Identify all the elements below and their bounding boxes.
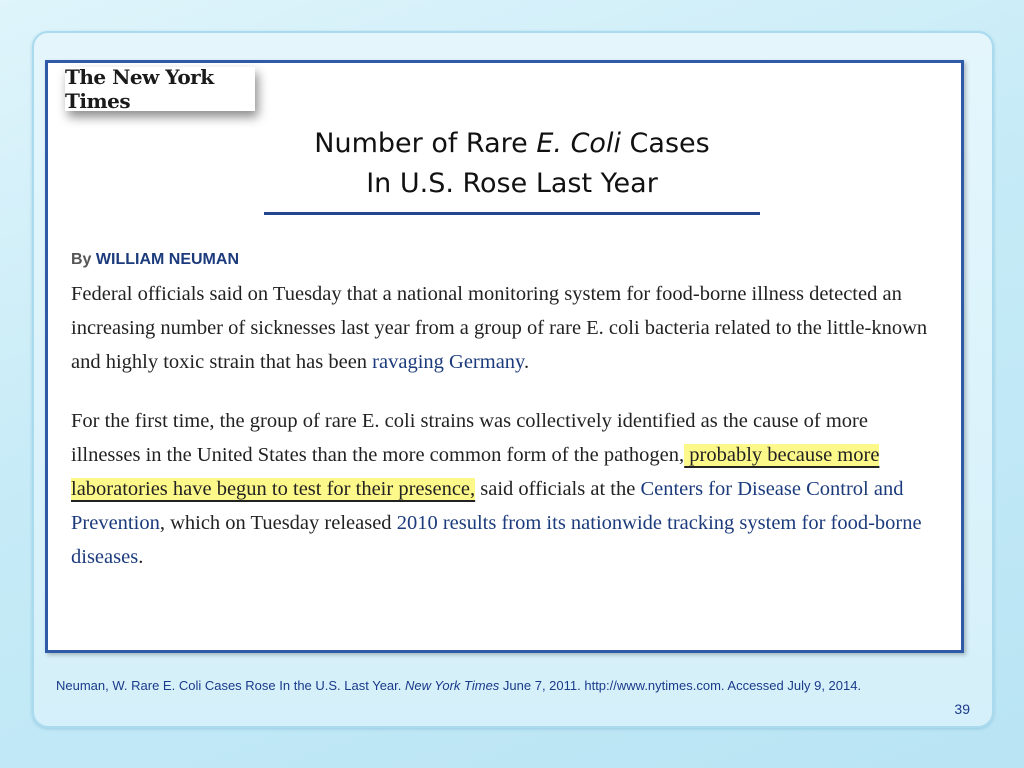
para1-text: Federal officials said on Tuesday that a national monitoring system for food-borne illness detected an increasing number of sicknesses last year from a group of rare E. coli bacteria related to the little-known and highly toxic strain that has been: [71, 283, 928, 373]
slide-page-number: 39: [954, 701, 970, 717]
para2-end: .: [138, 546, 144, 568]
byline: [71, 251, 239, 269]
article-headline: [265, 124, 759, 204]
cdc-link[interactable]: Centers for Disease Control and Prevention: [71, 478, 904, 534]
headline-line1-after: Cases: [620, 128, 710, 159]
headline-line1-before: Number of Rare: [314, 128, 537, 159]
article-paragraph-1: [71, 277, 931, 379]
headline-italic-term: E. Coli: [536, 128, 621, 159]
para2-text1: For the first time, the group of rare E. coli strains was collectively identified as the cause of more illnesses in the United States than the more common form of the pathogen,: [71, 410, 868, 466]
nyt-logo-text: The New York Times: [65, 65, 214, 113]
results-link[interactable]: 2010 results from its nationwide tracking system for food-borne diseases: [71, 512, 922, 568]
nyt-logo: [65, 67, 255, 111]
highlighted-phrase: probably because more laboratories have begun to test for their presence,: [71, 444, 880, 500]
para2-text3: , which on Tuesday released: [159, 512, 397, 534]
byline-prefix: By: [71, 251, 96, 268]
para1-end: .: [523, 351, 530, 373]
citation-after: June 7, 2011. http://www.nytimes.com. Accessed July 9, 2014.: [499, 678, 862, 693]
headline-divider: [264, 212, 760, 215]
para2-text2: said officials at the: [475, 478, 641, 500]
byline-author-link[interactable]: WILLIAM NEUMAN: [95, 251, 239, 268]
headline-line2: In U.S. Rose Last Year: [366, 168, 658, 199]
ravaging-germany-link[interactable]: ravaging Germany: [372, 351, 524, 373]
citation-before: Neuman, W. Rare E. Coli Cases Rose In the U.S. Last Year.: [56, 678, 406, 693]
source-citation: [56, 677, 916, 695]
citation-publication: New York Times: [405, 678, 500, 693]
article-paragraph-2: [71, 404, 931, 574]
